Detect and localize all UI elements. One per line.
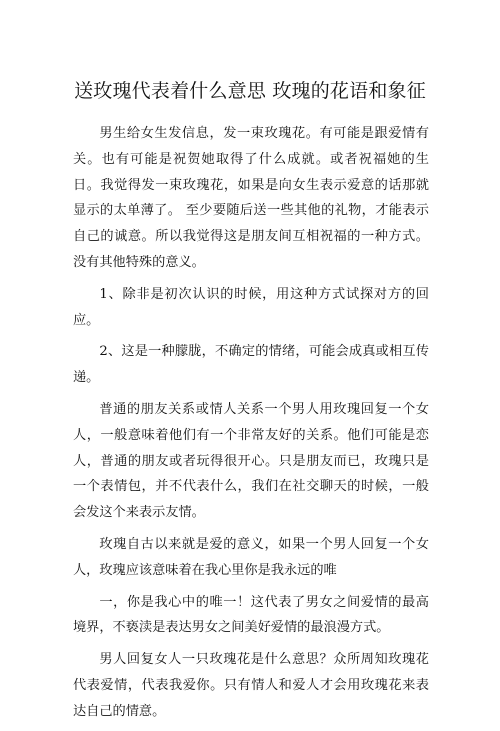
paragraph-numbered-1: 1、除非是初次认识的时候，用这种方式试探对方的回应。 xyxy=(73,286,429,328)
paragraph: 普通的朋友关系或情人关系一个男人用玫瑰回复一个女人，一般意味着他们有一个非常友好的关系。他们可能是恋人，普通的朋友或者玩得很开心。只是朋友而已，玫瑰只是一个表情包，并不代表什么，我们在社交聊天的时候，一般会发这个来表示友情。 xyxy=(73,401,429,521)
paragraph: 一，你是我心中的唯一！这代表了男女之间爱情的最高境界，不亵渎是表达男女之间美好爱情的最浪漫方式。 xyxy=(73,594,429,636)
paragraph-numbered-2: 2、这是一种朦胧，不确定的情绪，可能会成真或相互传递。 xyxy=(73,344,429,386)
document-title: 送玫瑰代表着什么意思 玫瑰的花语和象征 xyxy=(74,80,426,102)
paragraph: 玫瑰自古以来就是爱的意义，如果一个男人回复一个女人，玫瑰应该意味着在我心里你是我永远的唯 xyxy=(73,536,429,578)
document-body xyxy=(73,121,429,731)
paragraph: 男人回复女人一只玫瑰花是什么意思？众所周知玫瑰花代表爱情，代表我爱你。只有情人和爱人才会用玫瑰花来表达自己的情意。 xyxy=(73,652,429,719)
paragraph: 男生给女生发信息，发一束玫瑰花。有可能是跟爱情有关。也有可能是祝贺她取得了什么成就。或者祝福她的生日。我觉得发一束玫瑰花，如果是向女生表示爱意的话那就显示的太单薄了。 至少要随后送一些其他的礼物，才能表示自己的诚意。所以我觉得这是朋友间互相祝福的一种方式。没有其他特殊的意义。 xyxy=(73,126,429,270)
